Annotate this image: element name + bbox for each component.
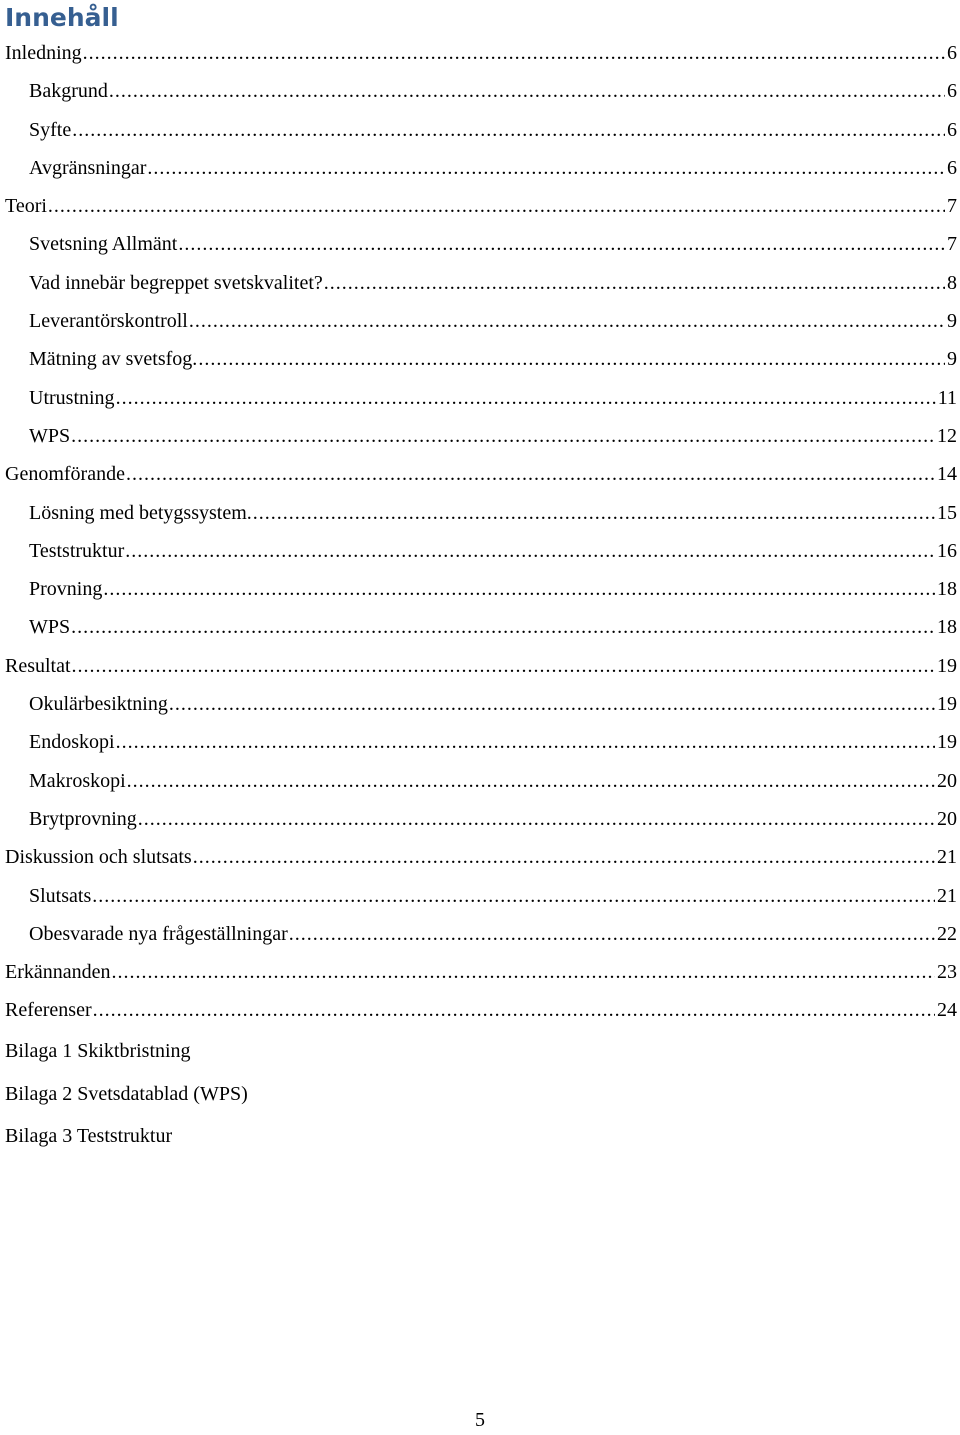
toc-entry-okularbesiktning[interactable] <box>5 685 957 723</box>
toc-entry-referenser[interactable] <box>5 991 957 1029</box>
dot-leader <box>72 647 935 685</box>
toc-entry-page: 21 <box>937 846 957 869</box>
toc-entry-title: Provning <box>29 578 103 601</box>
toc-entry-title: Referenser <box>5 999 92 1022</box>
toc-entry-page: 15 <box>937 501 957 524</box>
toc-entry-title: Erkännanden <box>5 961 111 984</box>
toc-entry-page: 21 <box>937 884 957 907</box>
toc-entry-teori[interactable] <box>5 187 957 225</box>
toc-entry-page: 6 <box>947 42 957 64</box>
appendix-item: Bilaga 3 Teststruktur <box>5 1125 173 1147</box>
toc-heading: Innehåll <box>5 3 119 32</box>
toc-entry-page: 16 <box>937 539 957 562</box>
dot-leader <box>324 264 945 302</box>
toc-entry-title: Teststruktur <box>29 539 125 562</box>
dot-leader <box>71 608 935 646</box>
dot-leader <box>93 991 935 1029</box>
toc-entry-title: Mätning av svetsfog. <box>29 348 198 371</box>
table-of-contents <box>5 34 957 1030</box>
toc-entry-inledning[interactable] <box>5 34 957 72</box>
appendix-item: Bilaga 2 Svetsdatablad (WPS) <box>5 1082 248 1105</box>
dot-leader <box>138 800 935 838</box>
toc-entry-page: 11 <box>937 386 957 409</box>
toc-entry-page: 22 <box>937 922 957 945</box>
toc-entry-page: 14 <box>937 463 957 486</box>
toc-entry-page: 18 <box>937 578 957 601</box>
dot-leader <box>193 838 935 876</box>
toc-entry-obesvarade-nya-fragestallningar[interactable] <box>5 915 957 953</box>
page-number: 5 <box>475 1409 485 1431</box>
toc-entry-diskussion-och-slutsats[interactable] <box>5 838 957 876</box>
dot-leader <box>147 149 945 187</box>
toc-entry-resultat[interactable] <box>5 647 957 685</box>
toc-entry-title: Resultat <box>5 654 71 677</box>
toc-entry-wps[interactable] <box>5 608 957 646</box>
toc-entry-page: 6 <box>947 156 957 179</box>
toc-entry-title: Okulärbesiktning <box>29 693 168 716</box>
toc-entry-slutsats[interactable] <box>5 877 957 915</box>
toc-entry-page: 12 <box>937 424 957 447</box>
dot-leader <box>127 762 935 800</box>
dot-leader <box>103 570 935 608</box>
dot-leader <box>253 494 935 532</box>
toc-entry-bakgrund[interactable] <box>5 72 957 110</box>
appendix-list <box>5 1030 248 1158</box>
toc-entry-page: 6 <box>947 118 957 141</box>
toc-entry-page: 23 <box>937 961 957 984</box>
toc-entry-title: Lösning med betygssystem. <box>29 501 252 524</box>
toc-entry-provning[interactable] <box>5 570 957 608</box>
toc-entry-title: Genomförande <box>5 463 125 486</box>
toc-entry-title: Avgränsningar <box>29 156 147 179</box>
toc-entry-endoskopi[interactable] <box>5 723 957 761</box>
toc-entry-title: Obesvarade nya frågeställningar <box>29 922 288 945</box>
dot-leader <box>126 455 935 493</box>
toc-entry-title: Vad innebär begreppet svetskvalitet? <box>29 271 323 294</box>
toc-entry-page: 20 <box>937 769 957 792</box>
dot-leader <box>189 302 945 340</box>
dot-leader <box>125 532 935 570</box>
toc-entry-page: 19 <box>937 654 957 677</box>
dot-leader <box>116 723 935 761</box>
toc-entry-title: Slutsats <box>29 884 92 907</box>
toc-entry-syfte[interactable] <box>5 111 957 149</box>
toc-entry-utrustning[interactable] <box>5 379 957 417</box>
toc-entry-title: Utrustning <box>29 386 115 409</box>
dot-leader <box>109 72 945 110</box>
toc-entry-title: Diskussion och slutsats <box>5 846 192 869</box>
toc-entry-page: 19 <box>937 693 957 716</box>
toc-entry-page: 9 <box>947 348 957 371</box>
dot-leader <box>92 877 935 915</box>
toc-entry-title: Endoskopi <box>29 731 115 754</box>
toc-entry-erkannanden[interactable] <box>5 953 957 991</box>
toc-entry-leverantorskontroll[interactable] <box>5 302 957 340</box>
toc-entry-teststruktur[interactable] <box>5 532 957 570</box>
dot-leader <box>169 685 935 723</box>
toc-entry-title: Leverantörskontroll <box>29 310 188 333</box>
toc-entry-title: Inledning <box>5 42 82 64</box>
dot-leader <box>116 379 936 417</box>
toc-entry-page: 7 <box>947 233 957 256</box>
dot-leader <box>198 340 945 378</box>
dot-leader <box>72 111 945 149</box>
toc-entry-page: 7 <box>947 195 957 218</box>
toc-entry-title: Bakgrund <box>29 80 108 103</box>
toc-entry-page: 18 <box>937 616 957 639</box>
toc-entry-title: Syfte <box>29 118 72 141</box>
toc-entry-losning-med-betygssystem[interactable] <box>5 494 957 532</box>
dot-leader <box>83 34 945 72</box>
toc-entry-genomforande[interactable] <box>5 455 957 493</box>
appendix-item: Bilaga 1 Skiktbristning <box>5 1040 191 1062</box>
toc-entry-page: 20 <box>937 807 957 830</box>
toc-entry-title: WPS <box>29 424 71 447</box>
toc-entry-makroskopi[interactable] <box>5 762 957 800</box>
toc-entry-brytprovning[interactable] <box>5 800 957 838</box>
dot-leader <box>178 225 945 263</box>
dot-leader <box>112 953 935 991</box>
toc-entry-matning-av-svetsfog[interactable] <box>5 340 957 378</box>
dot-leader <box>48 187 945 225</box>
dot-leader <box>289 915 935 953</box>
toc-entry-title: Svetsning Allmänt <box>29 233 178 256</box>
toc-entry-title: Makroskopi <box>29 769 126 792</box>
toc-entry-title: Teori <box>5 195 47 218</box>
toc-entry-page: 19 <box>937 731 957 754</box>
toc-entry-page: 8 <box>947 271 957 294</box>
toc-entry-page: 6 <box>947 80 957 103</box>
toc-entry-svetsning-allmant[interactable] <box>5 225 957 263</box>
toc-entry-avgransningar[interactable] <box>5 149 957 187</box>
toc-entry-wps[interactable] <box>5 417 957 455</box>
toc-entry-page: 9 <box>947 310 957 333</box>
toc-entry-title: Brytprovning <box>29 807 137 830</box>
toc-entry-svetskvalitet[interactable] <box>5 264 957 302</box>
toc-entry-title: WPS <box>29 616 71 639</box>
dot-leader <box>71 417 935 455</box>
toc-entry-page: 24 <box>937 999 957 1022</box>
